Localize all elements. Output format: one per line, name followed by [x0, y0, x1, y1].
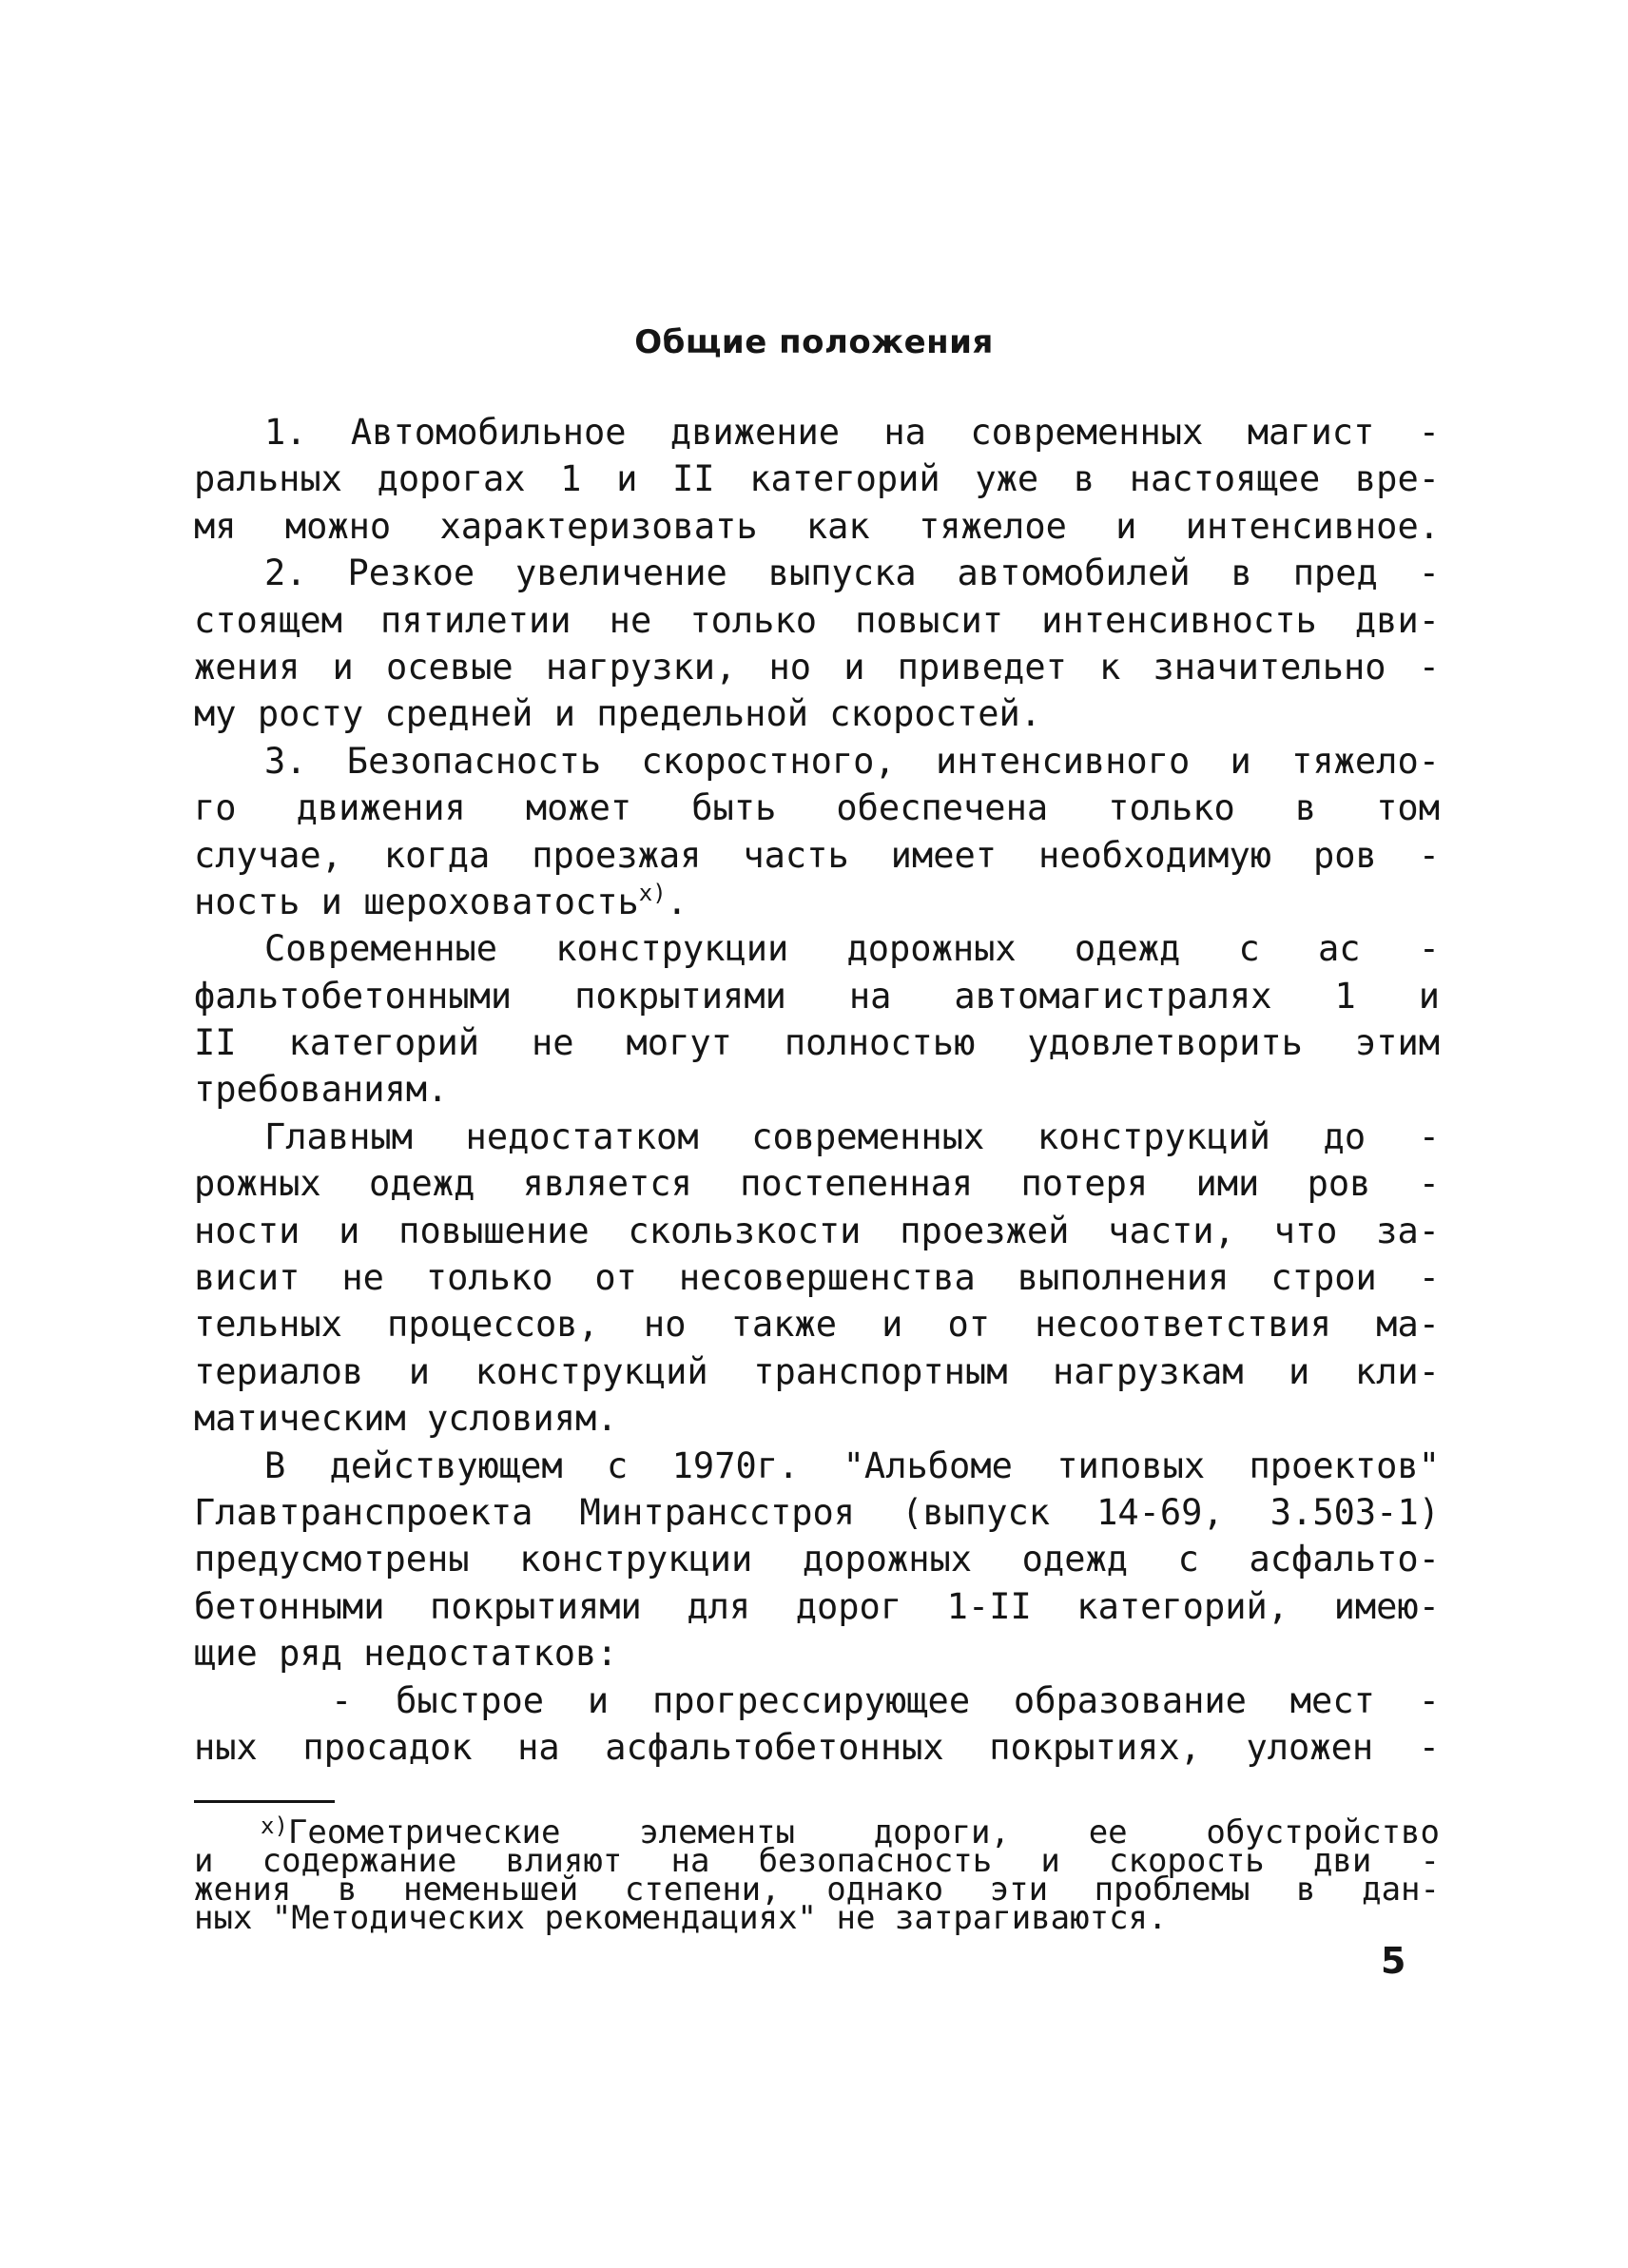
- footnote-reference: х): [638, 879, 667, 906]
- text-line: случае, когда проезжая часть имеет необходимую ров -: [194, 834, 1440, 876]
- text-line: Главтранспроекта Минтрансстроя (выпуск 14-69, 3.503-1): [194, 1491, 1440, 1533]
- text-line: го движения может быть обеспечена только в том: [194, 787, 1440, 829]
- text-line: фальтобетонными покрытиями на автомагистралях 1 и: [194, 975, 1440, 1017]
- text-fragment: ность и шероховатость: [194, 881, 639, 922]
- text-line: II категорий не могут полностью удовлетворить этим: [194, 1022, 1440, 1064]
- footnote-line: жения в неменьшей степени, однако эти проблемы в дан-: [194, 1871, 1440, 1909]
- footnote-marker: х): [261, 1812, 288, 1839]
- text-line: мя можно характеризовать как тяжелое и интенсивное.: [194, 505, 1440, 547]
- text-line: му росту средней и предельной скоростей.: [194, 693, 1042, 735]
- footnote: [194, 1812, 1440, 1937]
- page-title: Общие положения: [634, 323, 994, 361]
- page-number: 5: [1381, 1940, 1406, 1982]
- text-line: ральных дорогах 1 и II категорий уже в настоящее вре-: [194, 458, 1440, 500]
- text-line: тельных процессов, но также и от несоответствия ма-: [194, 1304, 1440, 1346]
- text-line: Главным недостатком современных конструкций до -: [264, 1115, 1440, 1157]
- main-text: [194, 409, 1440, 1771]
- text-line: требованиям.: [194, 1069, 449, 1111]
- text-line: предусмотрены конструкции дорожных одежд с асфальто-: [194, 1539, 1440, 1580]
- text-line: - быстрое и прогрессирующее образование мест -: [331, 1679, 1440, 1721]
- footnote-line: и содержание влияют на безопасность и скорость дви -: [194, 1842, 1440, 1880]
- footnote-line: ных "Методических рекомендациях" не затрагиваются.: [194, 1899, 1168, 1937]
- text-line: висит не только от несовершенства выполнения строи -: [194, 1257, 1440, 1299]
- text-line: бетонными покрытиями для дорог 1-II категорий, имею-: [194, 1585, 1440, 1627]
- text-line: жения и осевые нагрузки, но и приведет к значительно -: [194, 646, 1440, 688]
- footnote-text: Геометрические элементы дороги, ее обустройство: [287, 1813, 1440, 1851]
- text-line: Современные конструкции дорожных одежд с ас -: [264, 928, 1440, 970]
- text-line: териалов и конструкций транспортным нагрузкам и кли-: [194, 1350, 1440, 1392]
- text-line: ных просадок на асфальтобетонных покрытиях, уложен -: [194, 1726, 1440, 1768]
- text-line: стоящем пятилетии не только повысит интенсивность дви-: [194, 599, 1440, 641]
- text-line: матическим условиям.: [194, 1398, 618, 1440]
- text-line: рожных одежд является постепенная потеря ими ров -: [194, 1163, 1440, 1205]
- text-line: ности и повышение скользкости проезжей части, что за-: [194, 1210, 1440, 1251]
- text-line: 2. Резкое увеличение выпуска автомобилей в пред -: [264, 552, 1440, 594]
- text-line: 1. Автомобильное движение на современных магист -: [264, 412, 1440, 453]
- text-fragment: .: [666, 881, 688, 922]
- text-line: 3. Безопасность скоростного, интенсивного и тяжело-: [264, 740, 1440, 782]
- footnote-divider: [194, 1800, 335, 1803]
- text-line: щие ряд недостатков:: [194, 1633, 618, 1675]
- text-line-with-footnote: [194, 879, 1440, 925]
- text-line: В действующем с 1970г. "Альбоме типовых проектов": [264, 1444, 1440, 1486]
